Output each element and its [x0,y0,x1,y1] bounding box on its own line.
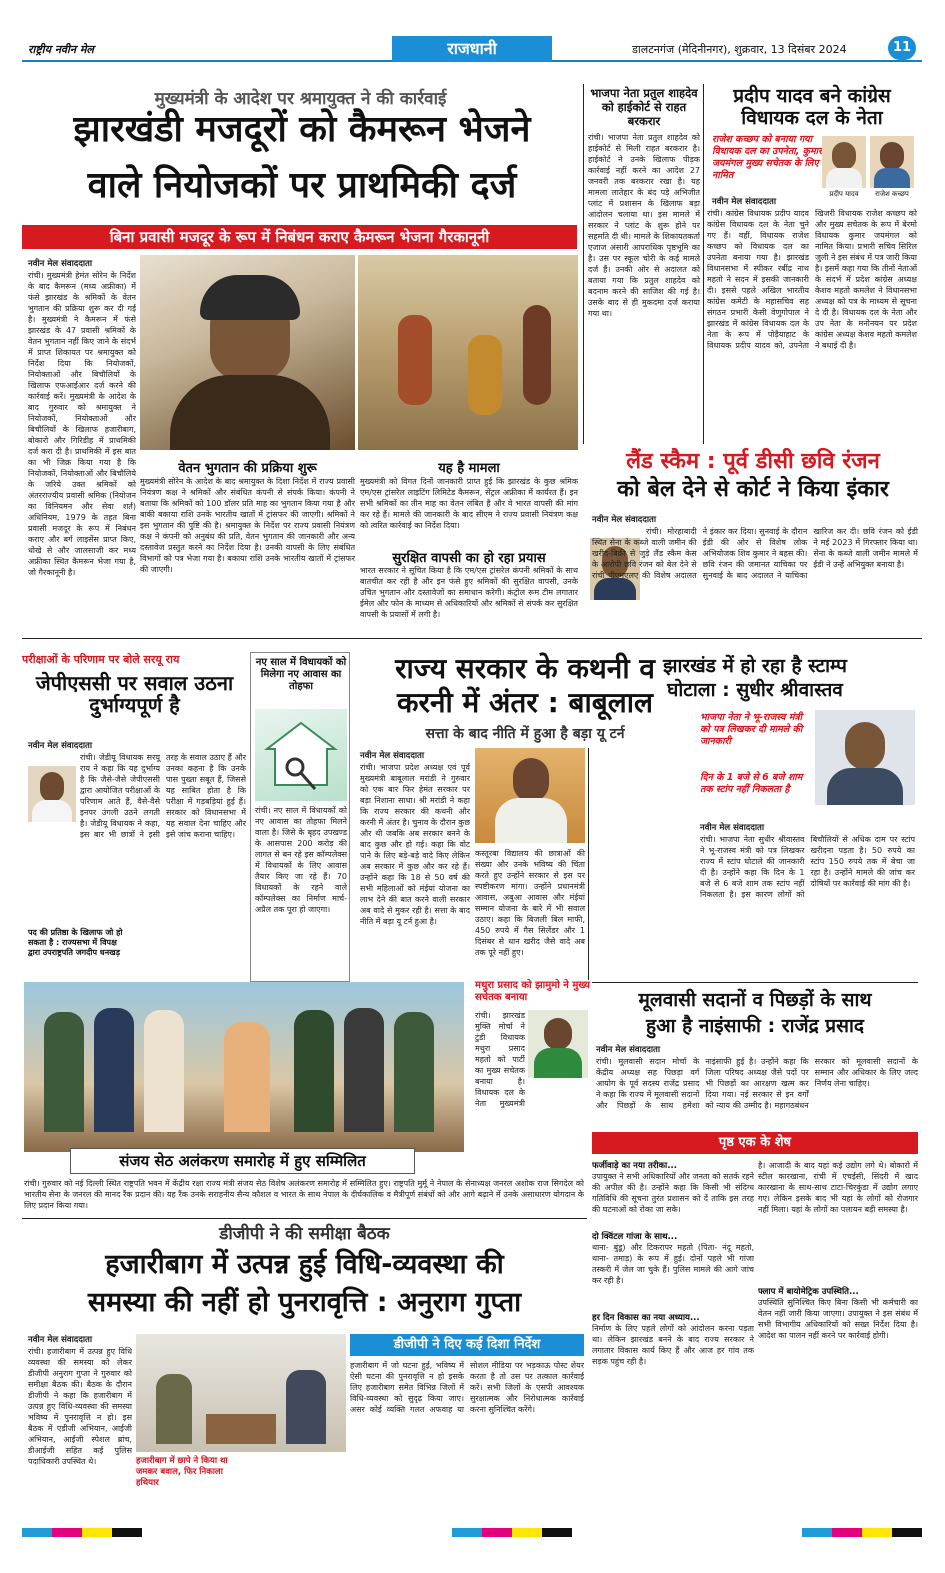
stamp-deck-2: दिन के 1 बजे से 6 बजे शाम तक स्टांप नहीं निकलता है [700,772,803,795]
saryu-roy-photo [28,766,76,822]
lead-byline: नवीन मेल संवाददाता [28,259,93,269]
pradeep-headline-1: प्रदीप यादव बने कांग्रेस [733,85,891,107]
sudhir-photo [815,710,915,805]
continued-item4-text: उपस्थिति सुनिश्चित किए बिना किसी भी कर्मचारी का वेतन नहीं जारी किया जाएगा। उपायुक्त ने इस संबंध में सभी विभागीय अधिकारियों को सख्त निर्देश दिया है। आदेश का पालन नहीं करने पर कार्रवाई होगी। [758,1298,918,1340]
section-label: राजधानी [392,36,552,62]
pradeep-headline-2: विधायक दल के नेता [741,107,883,129]
continued-item3-text: निर्माण के लिए पहले लोगों को आंदोलन करना पड़ता था। लेकिन झारखंड बनने के बाद राज्य सरकार ने लगातार विकास कार्य किए हैं और आज हर गांव तक सड़क पहुंच रही है। [592,1324,754,1366]
dgp-headline-2: समस्या की नहीं हो पुनरावृत्ति : अनुराग गुप्ता [87,1287,522,1318]
continued-item2-title: दो क्विंटल गांजा के साथ... [592,1232,678,1242]
continued-col3-text: है। आजादी के बाद यहां कई उद्योग लगे थे। बोकारो में स्टील कारखाना, रांची में एचईसी, सिंदरी में खाद कारखाना के साथ-साथ टाटा-चिरकुंडा में उद्योग लगाए गए। लेकिन इसके बाद भी यहां के लोगों को रोजगार नहीं मिला। यहां के लोगों का पलायन बड़ी समस्या है। [758,1161,918,1214]
saryu-headline: जेपीएससी पर सवाल उठना दुर्भाग्यपूर्ण है [35,671,234,717]
pradeep-yadav-photo [822,136,866,188]
lead-deck: बिना प्रवासी मजदूर के रूप में निबंधन कराए कैमरून भेजना गैरकानूनी [22,225,577,249]
babulal-photo [475,748,585,843]
moolvasi-headline-1: मूलवासी सदानों व पिछड़ों के साथ [638,989,872,1011]
mathura-text: रांची। झारखंड मुक्ति मोर्चा ने टुंडी विधायक मथुरा प्रसाद महतो को पार्टी का मुख्य सचेतक बनाया है। विधायक दल के नेता मुख्यमंत्री [475,1011,525,1108]
stamp-headline-1: झारखंड में हो रहा है स्टाम्प [663,655,847,677]
sub3-heading: सुरक्षित वापसी का हो रहा प्रयास [392,551,546,566]
continued-col-1 [592,1160,754,1520]
house-key-icon [255,709,347,801]
continued-item1-text: उपायुक्त ने सभी अधिकारियों और जनता को सतर्क रहने की अपील की है। उन्होंने कहा कि किसी भी संदिग्ध गतिविधि की सूचना तुरंत प्रशासन को दें ताकि इस तरह की घटनाओं को रोका जा सके। [592,1172,754,1214]
lead-column-text: रांची। मुख्यमंत्री हेमंत सोरेन के निर्देश के बाद कैमरून (मध्य अफ्रीका) में फंसे झारखंड के श्रमिकों के वेतन भुगतान की प्रक्रिया शुरू कर दी गई है। मुख्यमंत्री ने कैमरून में फंसे झारखंड के 47 प्रवासी श्रमिकों के वेतन भुगतान नहीं किए जाने के संदर्भ में प्राप्त शिकायत पर श्रमायुक्त को निर्देश दिया कि नियोजकों, नियोक्ताओं और बिचौलियों के खिलाफ एफआईआर दर्ज करने की कार्रवाई करें। मुख्यमंत्री के आदेश के बाद गुरुवार को श्रमायुक्त ने नियोजकों, नियोक्ताओं और बिचौलियों के खिलाफ हजारीबाग, बोकारो और गिरिडीह में प्राथमिकी दर्ज करा दी है। प्राथमिकी में इस बात का भी जिक्र किया गया है कि नियोजकों, नियोक्ताओं और बिचौलिये के जरिये उक्त श्रमिकों को अंतरराज्यीय प्रवासी श्रमिक (नियोजन का विनियमन और सेवा शर्त) अधिनियम, 1979 के तहत बिना प्रवासी मजदूर के रूप में निबंधन कराए और बर्ग लाइसेंस प्राप्त किए, धोखे से और जालसाजी कर मध्य अफ्रीका स्थित कैमरून भेजा गया है, जो गैरकानूनी है। [28,271,136,577]
rajesh-kachhap-photo [870,136,914,188]
saryu-kicker: परीक्षाओं के परिणाम पर बोले सरयू राय [22,653,180,666]
ceremony-photo [24,982,464,1152]
dgp-text: रांची। हजारीबाग में उत्पन्न हुए विधि व्यवस्था की समस्या को लेकर डीजीपी अनुराग गुप्ता ने गुरुवार को समीक्षा बैठक की। बैठक के दौरान डीजीपी ने कहा कि हजारीबाग में उत्पन्न हुए विधि-व्यवस्था की समस्या भविष्य में पुनरावृत्ति न हो। इस बैठक में एडीजी अभियान, आईजी अभियान, आईजी स्पेशल ब्रांच, डीआईजी सहित कई पुलिस पदाधिकारी उपस्थित थे। [28,1347,132,1466]
babulal-headline-1: राज्य सरकार के कथनी व [395,652,655,685]
caption-rajesh: राजेश कच्छप [875,190,909,198]
land-scam-headline-1-text: लैंड स्कैम : पूर्व डीसी छवि रंजन [626,449,880,474]
pradeep-byline: नवीन मेल संवाददाता [712,197,777,207]
dateline: डालटनगंज (मेदिनीनगर), शुक्रवार, 13 दिसंबर 2024 [632,43,847,56]
lead-kicker: मुख्यमंत्री के आदेश पर श्रमायुक्त ने की कार्रवाई [154,89,447,109]
stamp-deck-1: भाजपा नेता ने भू-राजस्व मंत्री को पत्र लिखकर दी मामले की जानकारी [700,712,803,747]
pradeep-text: रांची। कांग्रेस विधायक प्रदीप यादव कांग्रेस विधायक दल के नेता चुने गए हैं। वहीं, विधायक राजेश कच्छप को विधायक दल का उपनेता बनाया गया है। झारखंड विधानसभा में स्पीकर रबींद्र नाथ महतो ने सदन में इसकी जानकारी दी। इससे पहले अखिल भारतीय कांग्रेस कमेटी के महासचिव सह संगठन प्रभारी केसी वेणुगोपाल ने झारखंड में कांग्रेस विधायक दल के नेता के रूप में पोड़ैयाहाट के विधायक प्रदीप यादव को, उपनेता खिजरी विधायक राजेश कच्छप को और मुख्य सचेतक के रूप में बेरमो विधायक कुमार जयमंगल को नामित किया। प्रभारी सचिव सिरिल जुली ने इस संबंध में पत्र जारी किया है। इसमें कहा गया कि तीनों नेताओं के संदर्भ में प्रदेश कांग्रेस अध्यक्ष केशव महतो कमलेश ने विधानसभा अध्यक्ष को पत्र के माध्यम से सूचना दे दी है। विधायक दल के नेता और उप नेता के मनोनयन पर प्रदेश कांग्रेस अध्यक्ष केशव महतो कमलेश ने बधाई दी है। [707,209,917,350]
dgp-headline-1: हजारीबाग में उत्पन्न हुई विधि-व्यवस्था की [105,1249,504,1280]
mathura-headline: मथुरा प्रसाद को झामुमो ने मुख्य सचेतक बनाया [475,980,590,1003]
caption-pradeep: प्रदीप यादव [829,190,859,198]
lead-headline-1: झारखंडी मजदूरों को कैमरून भेजने [73,109,531,150]
mla-text: रांची। नए साल में विधायकों को नए आवास का तोहफा मिलने वाला है। जिसे के बृहद उपखण्ड के आसपास 200 करोड़ की लागत से बन रहे इस कॉम्पलेक्स में विधायकों के लिए आवास तैयार किए जा रहे हैं। 70 विधायकों के रहने वाले कॉम्पलेक्स का निर्माण मार्च-अप्रैल तक पूरा हो जाएगा। [255,806,347,914]
saryu-text: रांची। जेडीयू विधायक सरयू राय ने कहा कि यह दुर्भाग्य है कि जैसे-जैसे जेपीएससी द्वारा आयोजित परीक्षाओं के परिणाम आते हैं, वैसे-वैसे इनपर उंगली उठने लगती है। जेडीयू विधायक ने कहा, इस बार भी छात्रों ने इसी तरह के सवाल उठाए हैं और उनका कहना है कि उनके पास पुख्ता सबूत हैं, जिससे यह साबित होता है कि परीक्षा में गड़बड़ियां हुई हैं। सरकार को विधानसभा में यह सवाल देना चाहिए और इसे जांच कराना चाहिए। [80,753,246,839]
dgp-photo-caption: हजारीबाग में छापे ने किया था जमकर बवाल, फिर निकाला हथियार [136,1456,228,1488]
sub2-text: मुख्यमंत्री को विगत दिनों जानकारी प्राप्त हुई कि झारखंड के कुछ श्रमिक एम/एस ट्रांसरेल लाइटिंग लिमिटेड कैमरून, सेंट्रल अफ्रीका में कार्यरत हैं। इन सभी श्रमिकों का तीन माह का वेतन लंबित है और वे भारत वापसी की मांग कर रहे हैं। मामले की जानकारी के बाद सीएम ने राज्य प्रवासी नियंत्रण कक्ष को त्वरित कार्रवाई का निर्देश दिया। [360,477,578,530]
dgp-meeting-photo [136,1334,346,1452]
continued-item3-title: हर दिन विकास का नया अध्याय... [592,1313,700,1323]
ceremony-text: रांची। गुरुवार को नई दिल्ली स्थित राष्ट्रपति भवन में केंद्रीय रक्षा राज्य मंत्री संजय सेठ विशेष अलंकरण समारोह में सम्मिलित हुए। राष्ट्रपति मुर्मू ने नेपाल के सेनाध्यक्ष जनरल अशोक राज सिगदेल को भारतीय सेना के जनरल की मानद रैंक प्रदान की। यह रैंक उनके सराहनीय सैन्य कौशल व भारत के साथ नेपाल के दीर्घकालिक व मैत्रीपूर्ण संबंधों को और आगे बढ़ाने में उनके असाधारण योगदान के लिए प्रदान किया गया। [24,1179,584,1210]
masthead [22,36,922,62]
hemant-soren-photo [140,255,355,450]
babulal-byline: नवीन मेल संवाददाता [360,751,425,761]
land-scam-text: रांची। मोरहाबादी स्थित सेना के कब्जे वाली जमीन की खरीद-बिक्री से जुड़े लैंड स्कैम केस के आरोपी छवि रंजन को बेल देने से रांची पीएमएलए की विशेष अदालत ने इंकार कर दिया। सुनवाई के दौरान ईडी की ओर से विशेष लोक अभियोजक शिव कुमार ने बहस की। छवि रंजन की जमानत याचिका पर सुनवाई के बाद अदालत ने याचिका खारिज कर दी। छवि रंजन को ईडी ने मई 2023 में गिरफ्तार किया था। सेना के कब्जे वाली जमीन मामले में ईडी ने उन्हें अभियुक्त बनाया है। [592,527,918,580]
registration-strip [22,1528,922,1538]
saryu-subhead: पद की प्रतिष्ठा के खिलाफ जो हो सकता है : राज्यसभा में विपक्ष द्वारा उपराष्ट्रपति जगदीप धनखड़ [28,928,123,957]
continued-item4-title: फ्लाप में बायोमेट्रिक उपस्थिति... [758,1287,859,1297]
mla-heading: नए साल में विधायकों को मिलेगा नए आवास का तोहफा [255,657,347,692]
moolvasi-headline-2: हुआ है नाइंसाफी : राजेंद्र प्रसाद [646,1015,864,1037]
dgp-text-3 [250,1456,584,1518]
continued-item2-text: थाना- बुंडू) और टिकरापर महतो (पिता- नंदू महतो, थाना- तमाड़) के रूप में हुई। दोनों पहले भी गांजा तस्करी में जेल जा चुके हैं। पुलिस मामले की आगे जांच कर रही है। [592,1243,754,1285]
babulal-headline-2: करनी में अंतर : बाबूलाल [397,686,653,719]
sub3-text: भारत सरकार ने सूचित किया है कि एम/एस ट्रांसरेल कंपनी श्रमिकों के साथ बातचीत कर रही है और इन फंसे हुए श्रमिकों की सुरक्षित वापसी, उनके उचित भुगतान और दस्तावेजों का समाधान करेगी। कंट्रोल रूम टीम लगातार ईमेल और फोन के माध्यम से अधिकारियों और श्रमिकों से संपर्क कर सुरक्षित वापसी के प्रयासों में लगी है। [360,566,578,619]
continued-heading: पृष्ठ एक के शेष [592,1132,918,1154]
land-scam-headline-1 [588,450,918,474]
pradeep-deck: राजेश कच्छप को बनाया गया विधायक दल का उपनेता, कुमार जयमंगल मुख्य सचेतक के लिए नामित [712,134,823,181]
mla-housing-box [250,652,350,982]
dgp-byline: नवीन मेल संवाददाता [28,1335,93,1345]
mathura-photo [528,1010,588,1078]
land-scam-headline-2: को बेल देने से कोर्ट ने किया इंकार [617,477,889,502]
paper-name: राष्ट्रीय नवीन मेल [28,43,94,56]
babulal-text: रांची। भाजपा प्रदेश अध्यक्ष एवं पूर्व मुख्यमंत्री बाबूलाल मरांडी ने गुरुवार को एक बार फिर हेमंत सरकार पर बड़ा निशाना साधा। श्री मरांडी ने कहा कि राज्य सरकार की कथनी और करनी में अंतर है। चुनाव के दौरान कुछ और थी जबकि अब सरकार बनने के बाद कुछ और हो गई। कहा कि वोट पाने के लिए बड़े-बड़े वादे किए लेकिन अब सरकार में कुछ और कर रहे हैं। उन्होंने कहा कि 18 से 50 वर्ष की सभी महिलाओं को मंईयां योजना का लाभ देने की बात करने वाली सरकार अब वादे से मुकर रही है। सत्ता के बाद नीति में बड़ा यू टर्न हुआ है। [360,763,470,926]
page-number: 11 [888,36,916,60]
dgp-text-2: हजारीबाग में जो घटना हुई, भविष्य में ऐसी घटना की पुनरावृत्ति न हो इसके लिए हजारीबाग समेत विभिन्न जिलों में विधि-व्यवस्था को सुदृढ़ किया जाए। असर कोई व्यक्ति गलत अफवाह या सोशल मीडिया पर भड़काऊ पोस्ट शेयर करता है तो उस पर तत्काल कार्रवाई करें। सभी जिलों के एसपी आवश्यक सुरक्षात्मक और निरोधात्मक कार्रवाई करना सुनिश्चित करेंगे। [350,1361,584,1414]
pratul-text: रांची। भाजपा नेता प्रतुल शाहदेव को हाईकोर्ट से मिली राहत बरकरार है। हाईकोर्ट ने उनके खिलाफ पीड़क कार्रवाई नहीं करने का आदेश 27 जनवरी तक बरकरार रखा है। यह मामला लातेहार के बंद पड़े अभिजीत प्लांट में प्रशासन के खिलाफ बड़ा आंदोलन चलाया था। इस मामले में सरकार ने प्लांट के शुरू होने पर सहमति दी थी। मामले के शिकायतकर्ता एजाज अंसारी आपराधिक पृष्ठभूमि का है। उस पर स्कूल चोरी के कई मामले दर्ज हैं। उनकी ओर से अदालत को बताया गया कि प्रतुल शाहदेव को बदनाम करने की साजिश की गई है। उसके बाद से ही मुकदमा दर्ज कराया गया था। [588,133,700,318]
continued-col-2 [758,1160,918,1520]
babulal-text-2: कस्तूरबा विद्यालय की छात्राओं की संख्या और उनके भविष्य की चिंता करते हुए उन्होंने सरकार से इस पर स्पष्टीकरण मांगा। उन्होंने प्रधानमंत्री आवास, अबुआ आवास और मंईयां सम्मान योजना के बारे में भी सवाल उठाए। कहा कि बिजली बिल माफी, 450 रुपये में गैस सिलेंडर और 1 दिसंबर से धान खरीद जैसे वादे अब तक पूरे नहीं हुए। [475,849,585,957]
babulal-deck: सत्ता के बाद नीति में हुआ है बड़ा यू टर्न [425,726,625,742]
sub2-heading: यह है मामला [438,461,500,476]
moolvasi-byline: नवीन मेल संवाददाता [596,1045,661,1055]
saryu-byline: नवीन मेल संवाददाता [28,741,93,751]
dgp-deck: डीजीपी ने दिए कई दिशा निर्देश [350,1334,584,1356]
pratul-headline: भाजपा नेता प्रतुल शाहदेव को हाईकोर्ट से राहत बरकरार [590,86,698,128]
key-illustration [255,709,347,801]
land-scam-byline: नवीन मेल संवाददाता [592,515,657,525]
continued-item1-title: फर्जीवाड़े का नया तरीका... [592,1161,677,1171]
stamp-headline-2: घोटाला : सुधीर श्रीवास्तव [667,679,843,701]
moolvasi-text: रांची। मूलवासी सदान मोर्चा के केंद्रीय अध्यक्ष सह पिछड़ा वर्ग आयोग के पूर्व सदस्य राजेंद्र प्रसाद ने कहा कि राज्य में मूलवासी सदानों और पिछड़ों के साथ हमेशा नाइंसाफी हुई है। उन्होंने कहा कि जिला परिषद अध्यक्ष जैसे पदों पर भी पिछड़ों का आरक्षण खत्म कर दिया गया। नई सरकार से इन वर्गों को न्याय की उम्मीद है। महागठबंधन सरकार को मूलवासी सदानों के सम्मान और अधिकार के लिए जल्द निर्णय लेना चाहिए। [596,1057,918,1110]
dgp-kicker: डीजीपी ने की समीक्षा बैठक [219,1224,390,1244]
lead-headline-2: वाले नियोजकों पर प्राथमिकी दर्ज [87,165,517,206]
sub1-heading: वेतन भुगतान की प्रक्रिया शुरू [178,461,317,476]
sub1-text: मुख्यमंत्री सोरेन के आदेश के बाद श्रमायुक्त के दिशा निर्देश में राज्य प्रवासी नियंत्रण कक्ष ने श्रमिकों और संबंधित कंपनी से संपर्क किया। कंपनी ने बताया कि श्रमिकों को 100 डॉलर प्रति माह का भुगतान किया गया है और बाकी बकाया राशि उनके भारतीय खातों में ट्रांसफर की जाएगी। श्रमिकों ने इस भुगतान की पुष्टि की है। श्रमायुक्त के निर्देश पर राज्य प्रवासी नियंत्रण कक्ष ने कंपनी को अनुबंध की प्रति, वेतन भुगतान की जानकारी और अन्य दस्तावेज प्रस्तुत करने का निर्देश दिया है। उनकी वापसी के लिए संबंधित विभागों को पत्र भेजा गया है। बकाया राशि उनके भारतीय खातों में ट्रांसफर की जाएगी। [140,477,355,574]
stamp-byline: नवीन मेल संवाददाता [700,823,765,833]
ceremony-caption: संजय सेठ अलंकरण समारोह में हुए सम्मिलित [70,1148,415,1174]
stamp-text-left [592,712,696,974]
workers-photo [358,255,578,450]
stamp-text: रांची। भाजपा नेता सुधीर श्रीवास्तव ने भू-राजस्व मंत्री को पत्र लिखकर राज्य में स्टांप घोटाले की जानकारी दी है। उन्होंने कहा कि दिन के 1 बजे से 6 बजे शाम तक स्टांप नहीं निकलता है। इस कारण लोगों को बिचौलियों से अधिक दाम पर स्टांप खरीदना पड़ता है। 50 रुपये का स्टांप 150 रुपये तक में बेचा जा रहा है। उन्होंने मामले की जांच कर दोषियों पर कार्रवाई की मांग की है। [700,835,915,899]
